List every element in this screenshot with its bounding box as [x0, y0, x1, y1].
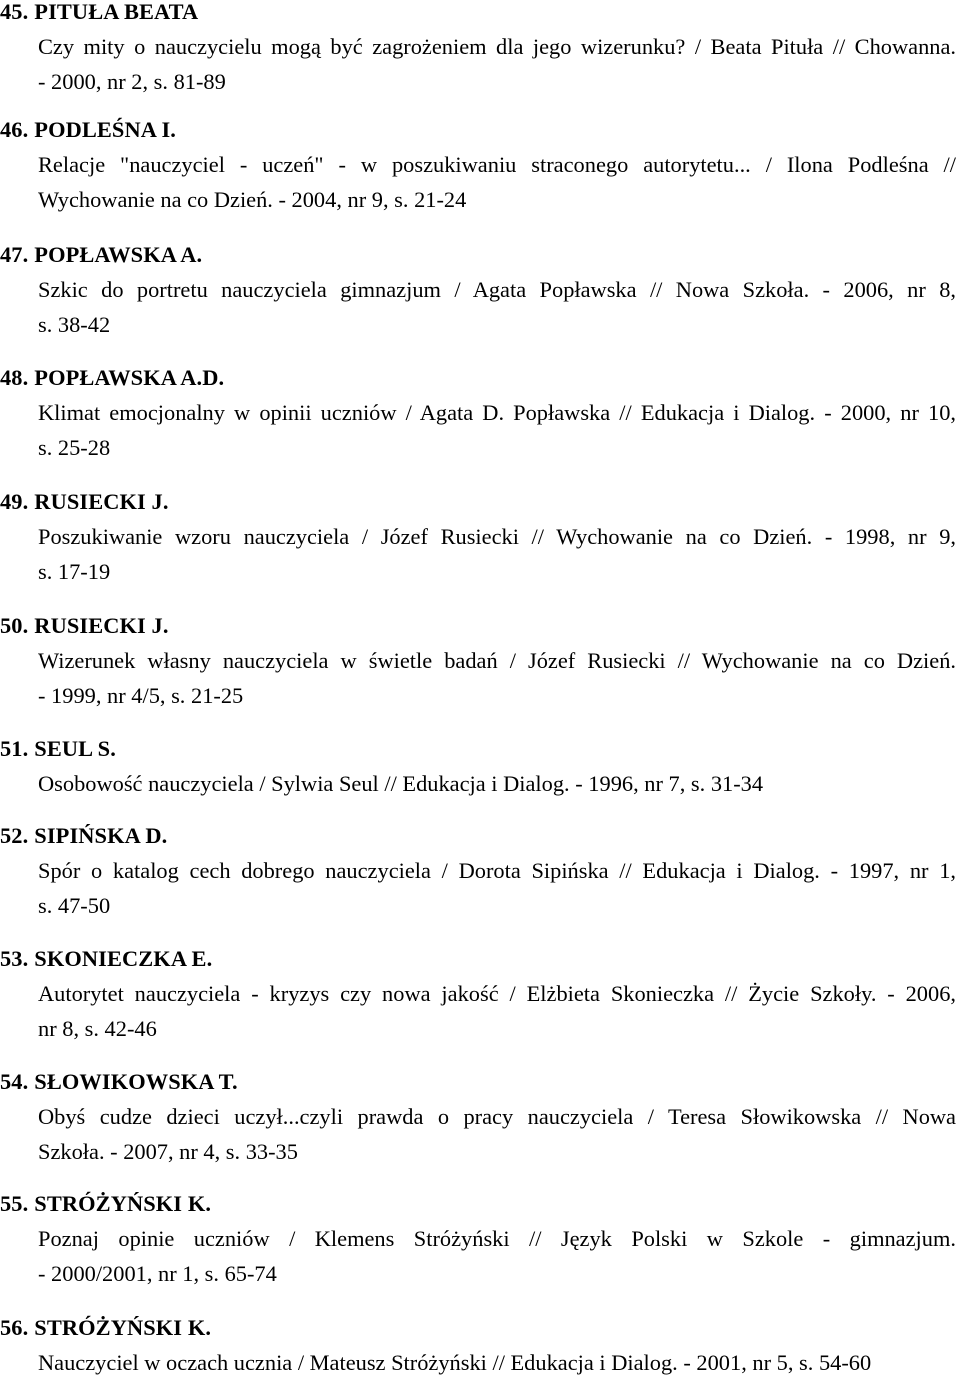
entry-number: 48.: [0, 365, 29, 390]
entry-line: Szkoła. - 2007, nr 4, s. 33-35: [38, 1139, 298, 1164]
entry-line: Osobowość nauczyciela / Sylwia Seul // Edukacja i Dialog. - 1996, nr 7, s. 31-34: [38, 771, 764, 796]
entry-46: [0, 118, 958, 217]
entry-line: - 2000, nr 2, s. 81-89: [38, 69, 226, 94]
entry-54: [0, 1070, 958, 1169]
entry-number: 49.: [0, 489, 29, 514]
entry-number: 54.: [0, 1069, 29, 1094]
entry-line: s. 25-28: [38, 435, 111, 460]
entry-line: Relacje "nauczyciel - uczeń" - w poszukiwaniu straconego autorytetu... / Ilona Podleśna //: [38, 152, 956, 177]
entry-55: [0, 1192, 958, 1291]
entry-line: Wychowanie na co Dzień. - 2004, nr 9, s. 21-24: [38, 187, 467, 212]
entry-48: [0, 366, 958, 465]
entry-50: [0, 614, 958, 713]
entry-line: Nauczyciel w oczach ucznia / Mateusz Stróżyński // Edukacja i Dialog. - 2001, nr 5, s. 54-60: [38, 1350, 872, 1375]
entry-line: Wizerunek własny nauczyciela w świetle badań / Józef Rusiecki // Wychowanie na co Dzień.: [38, 648, 956, 673]
entry-author: SKONIECZKA E.: [34, 946, 213, 971]
entry-number: 52.: [0, 823, 29, 848]
entry-heading: [0, 947, 958, 971]
entry-line: s. 17-19: [38, 559, 111, 584]
entry-53: [0, 947, 958, 1046]
entry-author: RUSIECKI J.: [34, 489, 169, 514]
entry-heading: [0, 1316, 958, 1340]
entry-author: SŁOWIKOWSKA T.: [34, 1069, 238, 1094]
entry-number: 50.: [0, 613, 29, 638]
entry-56: [0, 1316, 958, 1380]
entry-author: POPŁAWSKA A.: [34, 242, 203, 267]
entry-number: 47.: [0, 242, 29, 267]
entry-number: 46.: [0, 117, 29, 142]
entry-52: [0, 824, 958, 923]
entry-heading: [0, 737, 958, 761]
entry-line: Obyś cudze dzieci uczył...czyli prawda o pracy nauczyciela / Teresa Słowikowska // Nowa: [38, 1104, 956, 1129]
entry-author: POPŁAWSKA A.D.: [34, 365, 225, 390]
entry-number: 55.: [0, 1191, 29, 1216]
entry-author: SIPIŃSKA D.: [34, 823, 168, 848]
entry-author: SEUL S.: [34, 736, 116, 761]
entry-49: [0, 490, 958, 589]
entry-line: nr 8, s. 42-46: [38, 1016, 157, 1041]
entry-number: 45.: [0, 0, 29, 24]
entry-author: RUSIECKI J.: [34, 613, 169, 638]
entry-line: Czy mity o nauczycielu mogą być zagrożeniem dla jego wizerunku? / Beata Pituła // Chowanna.: [38, 34, 956, 59]
entry-line: s. 38-42: [38, 312, 111, 337]
entry-heading: [0, 824, 958, 848]
entry-heading: [0, 1070, 958, 1094]
entry-line: Szkic do portretu nauczyciela gimnazjum / Agata Popławska // Nowa Szkoła. - 2006, nr 8,: [38, 277, 956, 302]
entry-47: [0, 243, 958, 342]
entry-heading: [0, 366, 958, 390]
entry-heading: [0, 490, 958, 514]
entry-line: Poznaj opinie uczniów / Klemens Stróżyński // Język Polski w Szkole - gimnazjum.: [38, 1226, 956, 1251]
entry-heading: [0, 243, 958, 267]
entry-line: - 2000/2001, nr 1, s. 65-74: [38, 1261, 277, 1286]
entry-51: [0, 737, 958, 801]
entry-heading: [0, 614, 958, 638]
entry-heading: [0, 118, 958, 142]
entry-line: Spór o katalog cech dobrego nauczyciela / Dorota Sipińska // Edukacja i Dialog. - 1997, nr 1,: [38, 858, 956, 883]
entry-author: PODLEŚNA I.: [34, 117, 176, 142]
entry-heading: [0, 1192, 958, 1216]
entry-line: Autorytet nauczyciela - kryzys czy nowa jakość / Elżbieta Skonieczka // Życie Szkoły. - 2006,: [38, 981, 956, 1006]
entry-author: STRÓŻYŃSKI K.: [34, 1191, 212, 1216]
entry-line: - 1999, nr 4/5, s. 21-25: [38, 683, 244, 708]
entry-line: Poszukiwanie wzoru nauczyciela / Józef Rusiecki // Wychowanie na co Dzień. - 1998, nr 9,: [38, 524, 956, 549]
entry-author: PITUŁA BEATA: [34, 0, 199, 24]
entry-line: Klimat emocjonalny w opinii uczniów / Agata D. Popławska // Edukacja i Dialog. - 2000, nr 10,: [38, 400, 956, 425]
entry-45: [0, 0, 958, 99]
entry-number: 56.: [0, 1315, 29, 1340]
entry-line: s. 47-50: [38, 893, 111, 918]
entry-number: 53.: [0, 946, 29, 971]
entry-heading: [0, 0, 958, 24]
entry-author: STRÓŻYŃSKI K.: [34, 1315, 212, 1340]
entry-number: 51.: [0, 736, 29, 761]
